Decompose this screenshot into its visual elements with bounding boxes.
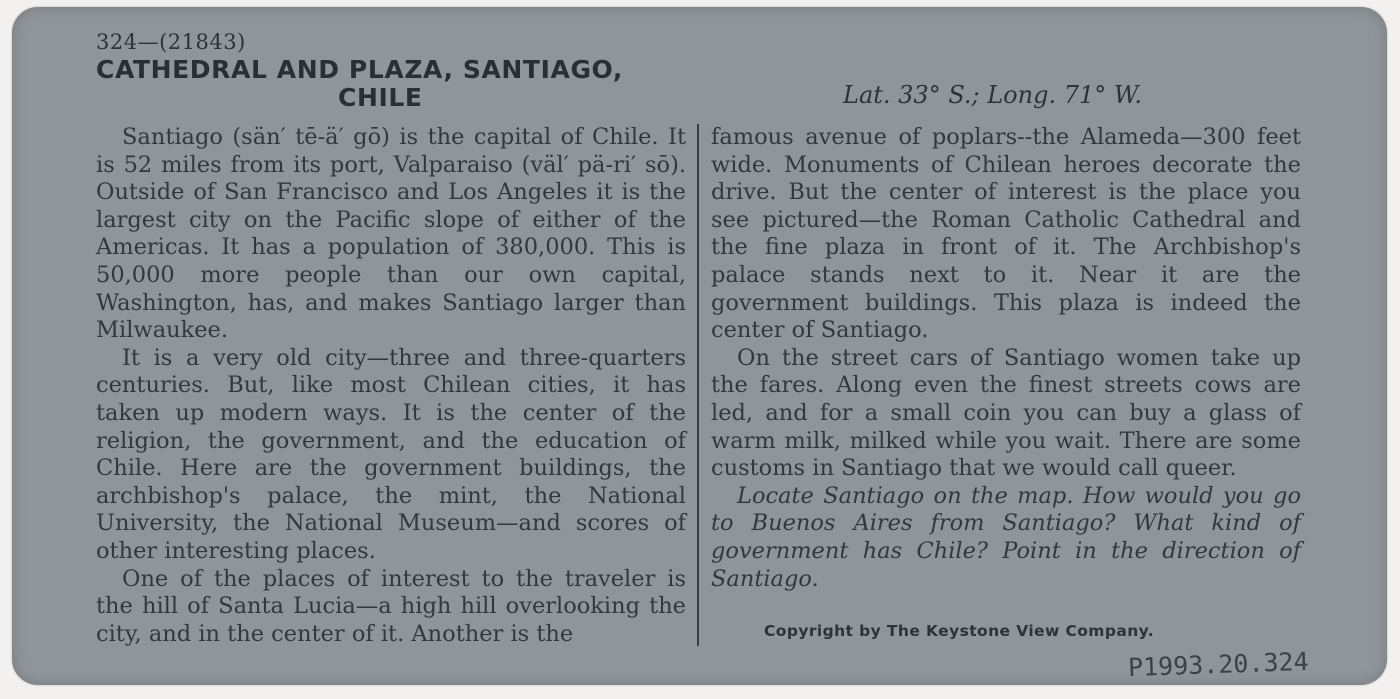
left-paragraph-1: Santiago (sän′ tē-ä′ gō) is the capital of Chile. It is 52 miles from its port, Valparaiso (väl′ pä-ri′ sō). Outside of San Francisco and Los Angeles it is the largest city on the Pacific slope of either of the Americas. It has a population of 380,000. This is 50,000 more people than our own capital, Washington, has, and makes Santiago larger than Milwaukee. [96, 124, 686, 344]
right-paragraph-1: famous avenue of poplars--the Alameda—300 feet wide. Monuments of Chilean heroes decorate the drive. But the center of interest is the place you see pictured—the Roman Catholic Cathedral and the fine plaza in front of it. The Archbishop's palace stands next to it. Near it are the government buildings. This plaza is indeed the center of Santiago. [711, 124, 1301, 344]
card-number: 324—(21843) [96, 30, 246, 54]
left-paragraph-3: One of the places of interest to the traveler is the hill of Santa Lucia—a high hill overlooking the city, and in the center of it. Another is the [96, 565, 686, 647]
right-paragraph-2: On the street cars of Santiago women take up the fares. Along even the finest streets cows are led, and for a small coin you can buy a glass of warm milk, milked while you wait. There are some customs in Santiago that we would call queer. [711, 344, 1301, 482]
column-divider [697, 124, 699, 646]
left-paragraph-2: It is a very old city—three and three-quarters centuries. But, like most Chilean cities, it has taken up modern ways. It is the center of the religion, the government, and the education of Chile. Here are the government buildings, the archbishop's palace, the mint, the National University, the National Museum—and scores of other interesting places. [96, 344, 686, 564]
lat-long: Lat. 33° S.; Long. 71° W. [843, 81, 1142, 109]
right-paragraph-3-questions: Locate Santiago on the map. How would you go to Buenos Aires from Santiago? What kind of government has Chile? Point in the direction of Santiago. [711, 482, 1301, 592]
left-column [96, 124, 686, 648]
catalog-number: P1993.20.324 [1127, 646, 1310, 683]
card-title-line1: CATHEDRAL AND PLAZA, SANTIAGO, [96, 55, 623, 84]
card-title-line2: CHILE [338, 83, 423, 112]
right-column [711, 124, 1301, 593]
copyright-line: Copyright by The Keystone View Company. [764, 622, 1155, 640]
